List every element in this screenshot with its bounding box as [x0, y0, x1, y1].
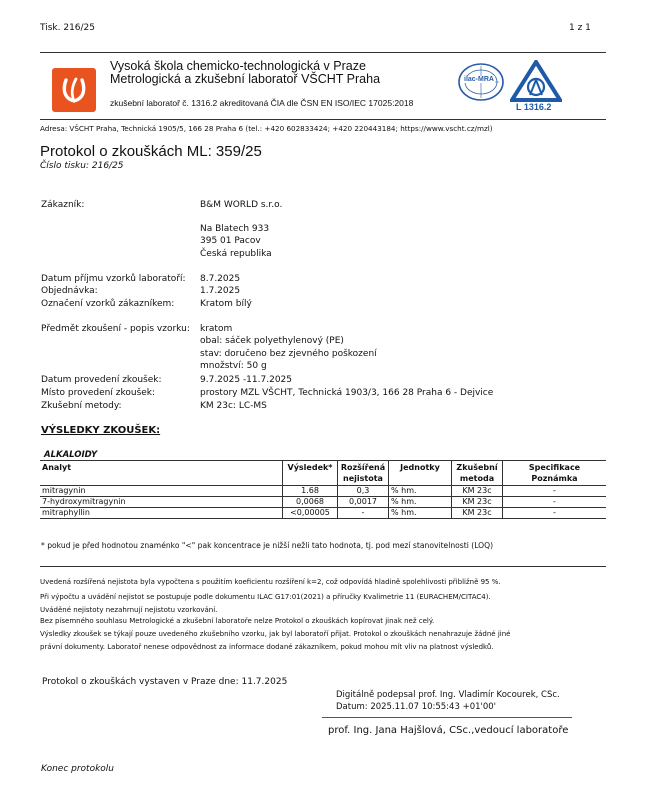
customer-label: Zákazník: — [41, 200, 85, 210]
cell-spec: - — [503, 486, 607, 497]
col-uncertainty: Rozšířená nejistota — [338, 461, 389, 486]
page-ref: Tisk. 216/25 — [40, 23, 96, 33]
subject-quantity: množství: 50 g — [200, 361, 267, 371]
header-rule — [40, 52, 606, 53]
cell-analyte: 7-hydroxymitragynin — [40, 497, 283, 508]
protocol-title: Protokol o zkouškách ML: 359/25 — [40, 143, 262, 160]
cell-analyte: mitraphyllin — [40, 508, 283, 519]
ilac-logo-text: ilac-MRA — [464, 76, 494, 83]
cell-spec: - — [503, 508, 607, 519]
sample-label: Označení vzorků zákazníkem: — [41, 299, 175, 309]
digital-signature-date: Datum: 2025.11.07 10:55:43 +01'00' — [336, 702, 496, 712]
cell-method: KM 23c — [452, 486, 503, 497]
signer-name: prof. Ing. Jana Hajšlová, CSc.,vedoucí laboratoře — [328, 725, 569, 736]
laboratory-name: Metrologická a zkušební laboratoř VŠCHT Praha — [110, 72, 381, 86]
test-date-value: 9.7.2025 -11.7.2025 — [200, 375, 292, 385]
table-row — [40, 497, 606, 508]
notes-rule — [40, 566, 606, 567]
subject-packaging: obal: sáček polyethylenový (PE) — [200, 336, 344, 346]
table-row — [40, 486, 606, 497]
note-line: Bez písemného souhlasu Metrologické a zkušební laboratoře nelze Protokol o zkouškách kopírovat jinak než celý. — [40, 617, 435, 625]
cell-units: % hm. — [389, 508, 452, 519]
note-line: Uváděné nejistoty nezahrnují nejistotu vzorkování. — [40, 606, 218, 614]
ilac-mra-logo-icon — [457, 62, 505, 102]
header-rule-2 — [40, 119, 606, 120]
subject-state: stav: doručeno bez zjevného poškození — [200, 349, 377, 359]
customer-city: 395 01 Pacov — [200, 236, 261, 246]
col-units: Jednotky — [389, 461, 452, 486]
cell-method: KM 23c — [452, 497, 503, 508]
test-place-label: Místo provedení zkoušek: — [41, 388, 156, 398]
issued-statement: Protokol o zkouškách vystaven v Praze dne: 11.7.2025 — [42, 677, 288, 687]
test-method-label: Zkušební metody: — [41, 401, 122, 411]
cell-units: % hm. — [389, 486, 452, 497]
col-result: Výsledek* — [283, 461, 338, 486]
received-label: Datum příjmu vzorků laboratoří: — [41, 274, 186, 284]
order-label: Objednávka: — [41, 286, 98, 296]
cell-uncertainty: - — [338, 508, 389, 519]
received-value: 8.7.2025 — [200, 274, 241, 284]
test-place-value: prostory MZL VŠCHT, Technická 1903/3, 166 28 Praha 6 - Dejvice — [200, 388, 494, 398]
results-group: ALKALOIDY — [44, 450, 98, 460]
col-method: Zkušební metoda — [452, 461, 503, 486]
customer-name: B&M WORLD s.r.o. — [200, 200, 283, 210]
customer-street: Na Blatech 933 — [200, 224, 270, 234]
signature-rule — [322, 717, 572, 718]
print-number: Číslo tisku: 216/25 — [40, 161, 124, 171]
cell-method: KM 23c — [452, 508, 503, 519]
accreditation-text: zkušební laboratoř č. 1316.2 akreditovaná ČIA dle ČSN EN ISO/IEC 17025:2018 — [110, 98, 414, 108]
digital-signature-line: Digitálně podepsal prof. Ing. Vladimír Kocourek, CSc. — [336, 690, 560, 700]
cia-logo-text: L 1316.2 — [516, 102, 552, 112]
institution-name: Vysoká škola chemicko-technologická v Praze — [110, 59, 366, 73]
table-row — [40, 508, 606, 519]
col-analyte: Analyt — [40, 461, 283, 486]
note-line: Uvedená rozšířená nejistota byla vypočtena s použitím koeficientu rozšíření k=2, což odpovídá hladině spolehlivosti přibližně 95 %. — [40, 578, 501, 586]
results-table — [40, 460, 606, 519]
end-of-protocol: Konec protokolu — [41, 764, 115, 774]
vscht-logo-icon — [52, 68, 96, 112]
test-method-value: KM 23c: LC-MS — [200, 401, 267, 411]
note-line: Výsledky zkoušek se týkají pouze uvedeného zkušebního vzorku, jak byl laboratoří přijat. Protokol o zkouškách nenahrazuje žádné jiné — [40, 630, 511, 638]
cell-uncertainty: 0,0017 — [338, 497, 389, 508]
cia-accreditation-logo-icon — [510, 60, 562, 114]
customer-country: Česká republika — [200, 249, 272, 259]
order-value: 1.7.2025 — [200, 286, 241, 296]
address-line: Adresa: VŠCHT Praha, Technická 1905/5, 166 28 Praha 6 (tel.: +420 602833424; +420 220443184; https://www.vscht.cz/mzl) — [40, 124, 493, 133]
col-specification: Specifikace Poznámka — [503, 461, 607, 486]
cell-result: 0,0068 — [283, 497, 338, 508]
results-footnote: * pokud je před hodnotou znaménko "<" pak koncentrace je nižší nežli tato hodnota, tj. pod mezí stanovitelnosti (LOQ) — [41, 541, 494, 550]
cell-result: 1.68 — [283, 486, 338, 497]
cell-result: <0,00005 — [283, 508, 338, 519]
cell-analyte: mitragynin — [40, 486, 283, 497]
sample-value: Kratom bílý — [200, 299, 252, 309]
results-heading: VÝSLEDKY ZKOUŠEK: — [41, 425, 161, 436]
page-count: 1 z 1 — [569, 23, 591, 33]
test-date-label: Datum provedení zkoušek: — [41, 375, 162, 385]
subject-value: kratom — [200, 324, 233, 334]
cell-spec: - — [503, 497, 607, 508]
cell-uncertainty: 0,3 — [338, 486, 389, 497]
subject-label: Předmět zkoušení - popis vzorku: — [41, 324, 190, 334]
cell-units: % hm. — [389, 497, 452, 508]
note-line: právní dokumenty. Laboratoř nenese odpovědnost za informace dodané zákazníkem, pokud mohou mít vliv na platnost výsledků. — [40, 643, 494, 651]
note-line: Při výpočtu a uvádění nejistot se postupuje podle dokumentu ILAC G17:01(2021) a příručky Kvalimetrie 11 (EURACHEM/CITAC4). — [40, 593, 491, 601]
